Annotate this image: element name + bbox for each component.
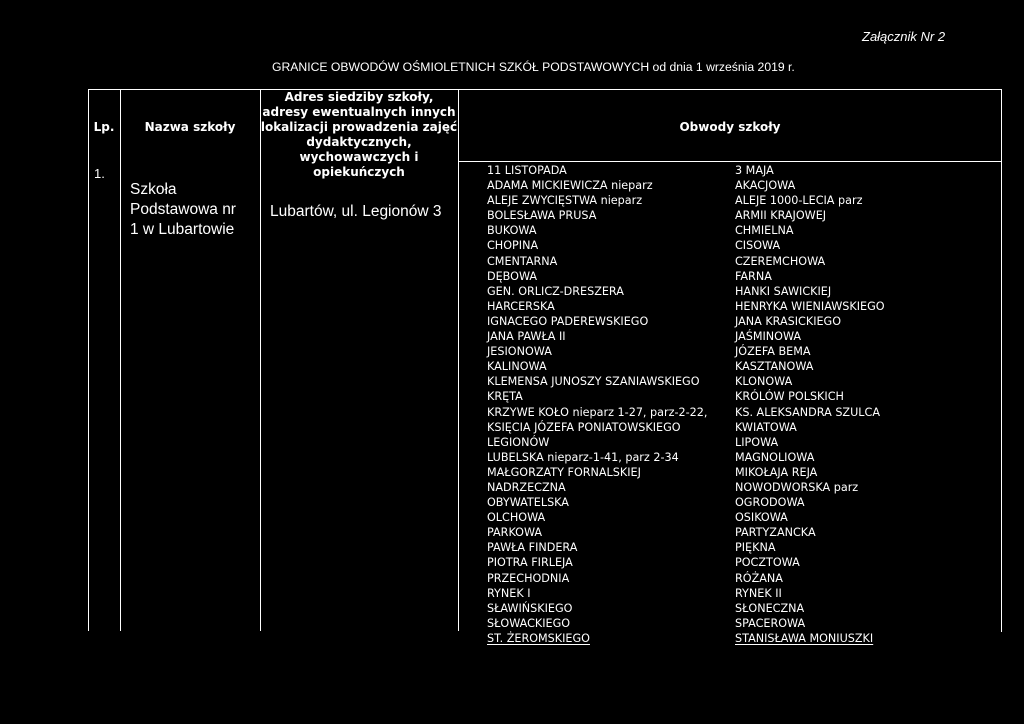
document-title: GRANICE OBWODÓW OŚMIOLETNICH SZKÓŁ PODSTAWOWYCH od dnia 1 września 2019 r.: [272, 60, 795, 74]
street-item: LEGIONÓW: [487, 435, 550, 449]
street-item: OLCHOWA: [487, 511, 546, 525]
street-item: HANKI SAWICKIEJ: [735, 284, 832, 298]
street-item: MAŁGORZATY FORNALSKIEJ: [487, 465, 641, 479]
street-item: RYNEK II: [735, 586, 782, 600]
header-address-line: adresy ewentualnych innych: [262, 105, 456, 119]
street-item: KRZYWE KOŁO nieparz 1-27, parz-2-22,: [487, 405, 708, 419]
school-name-line: Szkoła: [130, 181, 177, 198]
street-item: PRZECHODNIA: [487, 571, 570, 585]
street-item: CHMIELNA: [735, 224, 794, 238]
street-item: JANA PAWŁA II: [487, 330, 566, 344]
street-item: KS. ALEKSANDRA SZULCA: [735, 405, 880, 419]
street-item: OSIKOWA: [735, 511, 788, 525]
header-address-line: opiekuńczych: [313, 165, 405, 179]
street-item: RYNEK I: [487, 586, 531, 600]
street-item: JANA KRASICKIEGO: [735, 314, 842, 328]
header-circuits: Obwody szkoły: [679, 120, 781, 134]
row-number: 1.: [94, 166, 105, 181]
table-column-divider: [120, 89, 121, 631]
street-item: SPACEROWA: [735, 616, 806, 630]
annex-label: Załącznik Nr 2: [862, 29, 946, 44]
street-item: FARNA: [735, 269, 772, 283]
school-name-line: Podstawowa nr: [130, 201, 236, 218]
street-item: KLONOWA: [735, 375, 793, 389]
header-lp: Lp.: [93, 120, 115, 134]
street-item: KASZTANOWA: [735, 360, 814, 374]
table-column-divider: [88, 89, 89, 631]
street-item: OBYWATELSKA: [487, 496, 569, 510]
street-item: JAŚMINOWA: [735, 330, 802, 344]
street-item: ST. ŻEROMSKIEGO: [487, 631, 590, 645]
street-item: ADAMA MICKIEWICZA nieparz: [487, 179, 653, 193]
street-item: KRÓLÓW POLSKICH: [735, 390, 844, 404]
street-item: ARMII KRAJOWEJ: [735, 209, 827, 223]
street-item: MIKOŁAJA REJA: [735, 465, 818, 479]
street-item: LIPOWA: [735, 435, 779, 449]
street-item: RÓŻANA: [735, 571, 783, 585]
street-item: 11 LISTOPADA: [487, 164, 567, 177]
street-item: DĘBOWA: [487, 269, 538, 283]
street-item: KSIĘCIA JÓZEFA PONIATOWSKIEGO: [487, 420, 681, 434]
street-item: PARKOWA: [487, 526, 543, 540]
street-item: HARCERSKA: [487, 299, 555, 313]
header-address-line: dydaktycznych, wychowawczych i: [299, 135, 419, 164]
header-address-line: lokalizacji prowadzenia zajęć: [260, 120, 458, 134]
street-item: KRĘTA: [487, 390, 523, 404]
header-school-name: Nazwa szkoły: [144, 120, 236, 134]
street-item: KLEMENSA JUNOSZY SZANIAWSKIEGO: [487, 375, 700, 389]
street-item: AKACJOWA: [735, 179, 796, 193]
school-address: Lubartów, ul. Legionów 3: [270, 203, 442, 220]
header-address-line: Adres siedziby szkoły,: [284, 90, 434, 104]
street-item: MAGNOLIOWA: [735, 450, 815, 464]
street-item: GEN. ORLICZ-DRESZERA: [487, 284, 624, 298]
streets-list-right: [735, 163, 885, 646]
street-item: BUKOWA: [487, 224, 537, 238]
street-item: 3 MAJA: [735, 164, 774, 177]
street-item: OGRODOWA: [735, 496, 805, 510]
street-item: STANISŁAWA MONIUSZKI: [735, 631, 874, 645]
header-address: [260, 89, 458, 180]
street-item: ALEJE 1000-LECIA parz: [735, 194, 863, 208]
street-item: BOLESŁAWA PRUSA: [487, 209, 597, 223]
street-item: CZEREMCHOWA: [735, 254, 826, 268]
street-item: NOWODWORSKA parz: [735, 480, 859, 494]
table-column-divider: [458, 89, 459, 631]
street-item: SŁOWACKIEGO: [487, 616, 571, 630]
street-item: ALEJE ZWYCIĘSTWA nieparz: [487, 194, 643, 208]
school-name-line: 1 w Lubartowie: [130, 221, 235, 238]
street-item: PAWŁA FINDERA: [487, 541, 578, 555]
street-item: CMENTARNA: [487, 254, 558, 268]
street-item: CHOPINA: [487, 239, 539, 253]
header-row-divider: [458, 161, 1002, 162]
street-item: HENRYKA WIENIAWSKIEGO: [735, 299, 885, 313]
street-item: POCZTOWA: [735, 556, 800, 570]
street-item: PIOTRA FIRLEJA: [487, 556, 573, 570]
street-item: CISOWA: [735, 239, 781, 253]
street-item: PIĘKNA: [735, 541, 776, 555]
street-item: SŁAWIŃSKIEGO: [487, 601, 573, 615]
street-item: SŁONECZNA: [735, 601, 805, 615]
street-item: JESIONOWA: [487, 345, 552, 359]
street-item: JÓZEFA BEMA: [735, 345, 811, 359]
street-item: KWIATOWA: [735, 420, 797, 434]
street-item: NADRZECZNA: [487, 480, 566, 494]
streets-list-left: [487, 163, 707, 646]
street-item: KALINOWA: [487, 360, 547, 374]
street-item: PARTYZANCKA: [735, 526, 816, 540]
street-item: IGNACEGO PADEREWSKIEGO: [487, 314, 649, 328]
school-name-cell: [120, 180, 260, 240]
street-item: LUBELSKA nieparz-1-41, parz 2-34: [487, 450, 679, 464]
